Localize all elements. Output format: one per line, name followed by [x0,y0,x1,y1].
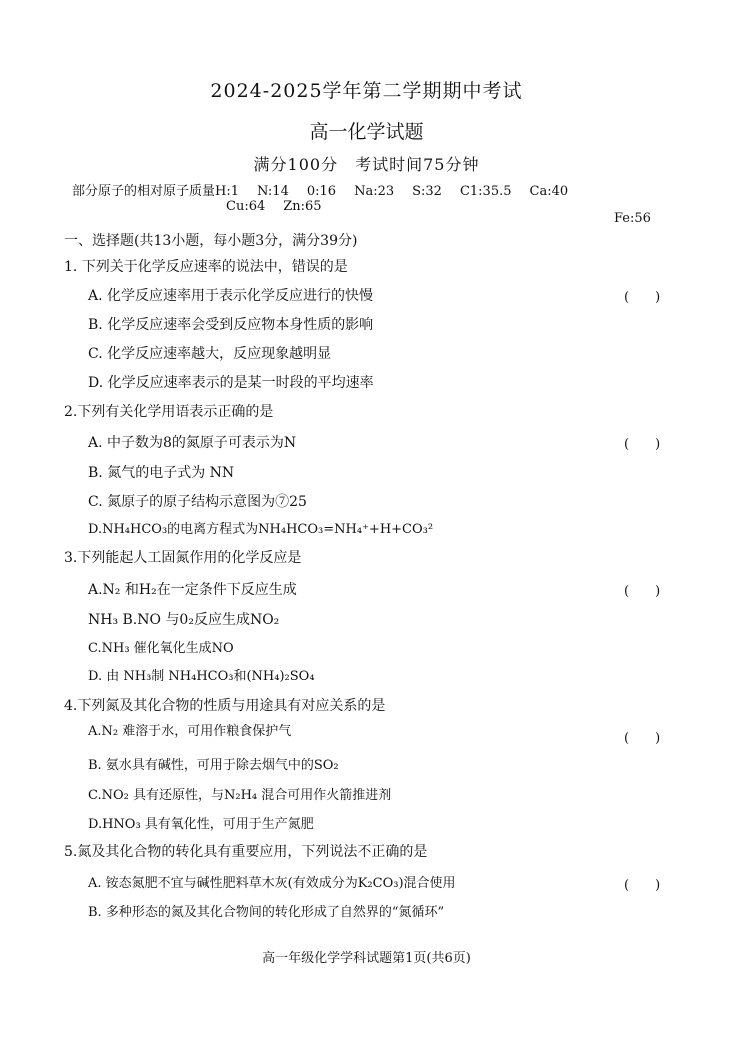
question-option: D.HNO₃ 具有氧化性，可用于生产氮肥 [88,817,314,832]
answer-paren: ( ) [624,437,661,452]
atom-mass: H:1 [215,184,240,199]
atom-mass: Cu:64 [226,199,266,214]
atom-mass: S:32 [412,184,442,199]
question-stem: 3.下列能起人工固氮作用的化学反应是 [64,550,302,566]
question-stem: 5.氮及其化合物的转化具有重要应用，下列说法不正确的是 [64,844,428,860]
question-option: D. 由 NH₃制 NH₄HCO₃和(NH₄)₂SO₄ [88,669,315,684]
question-stem: 1. 下列关于化学反应速率的说法中，错误的是 [64,259,348,275]
exam-title: 2024-2025学年第二学期期中考试 [210,80,523,102]
question-option: C.NH₃ 催化氧化生成NO [88,641,234,656]
atom-mass: Ca:40 [529,184,569,199]
atom-mass: 0:16 [306,184,337,199]
question-option: A.N₂ 和H₂在一定条件下反应生成 [88,582,297,598]
question-option: A.N₂ 难溶于水，可用作粮食保护气 [88,724,292,739]
question-option: B. 氮气的电子式为 NN [88,465,235,481]
answer-paren: ( ) [624,290,661,305]
answer-paren: ( ) [624,584,661,599]
question-option: D. 化学反应速率表示的是某一时段的平均速率 [88,375,374,391]
question-option: B. 化学反应速率会受到反应物本身性质的影响 [88,317,374,333]
question-option: C.NO₂ 具有还原性，与N₂H₄ 混合可用作火箭推进剂 [88,788,392,803]
question-stem: 4.下列氮及其化合物的性质与用途具有对应关系的是 [64,698,386,714]
question-option: A. 铵态氮肥不宜与碱性肥料草木灰(有效成分为K₂CO₃)混合使用 [88,876,456,891]
answer-paren: ( ) [624,731,661,746]
question-option: NH₃ B.NO 与0₂反应生成NO₂ [88,612,280,628]
atom-mass-extra: Fe:56 [614,211,651,226]
question-option: A. 中子数为8的氮原子可表示为N [88,435,297,451]
exam-meta: 满分100分 考试时间75分钟 [253,155,480,174]
answer-paren: ( ) [624,878,661,893]
question-option: B. 多种形态的氮及其化合物间的转化形成了自然界的“氮循环” [88,905,445,920]
atomic-masses-label: 部分原子的相对原子质量 [72,184,216,199]
question-option: B. 氨水具有碱性，可用于除去烟气中的SO₂ [88,758,339,773]
atom-mass: N:14 [257,184,289,199]
atomic-masses-row-2 [226,199,340,214]
question-option: D.NH₄HCO₃的电离方程式为NH₄HCO₃=NH₄⁺+H+CO₃² [88,522,434,537]
exam-subtitle: 高一化学试题 [309,121,424,143]
question-option: C. 氮原子的原子结构示意图为⑦25 [88,494,307,510]
atom-mass: C1:35.5 [459,184,512,199]
question-option: C. 化学反应速率越大，反应现象越明显 [88,346,332,362]
question-stem: 2.下列有关化学用语表示正确的是 [64,404,274,420]
atomic-masses-row-1 [72,180,586,199]
question-option: A. 化学反应速率用于表示化学反应进行的快慢 [88,288,374,304]
atom-mass: Zn:65 [283,199,322,214]
atom-mass: Na:23 [354,184,395,199]
section-title: 一、选择题(共13小题，每小题3分，满分39分) [64,233,358,249]
page-footer: 高一年级化学学科试题第1页(共6页) [262,951,471,966]
